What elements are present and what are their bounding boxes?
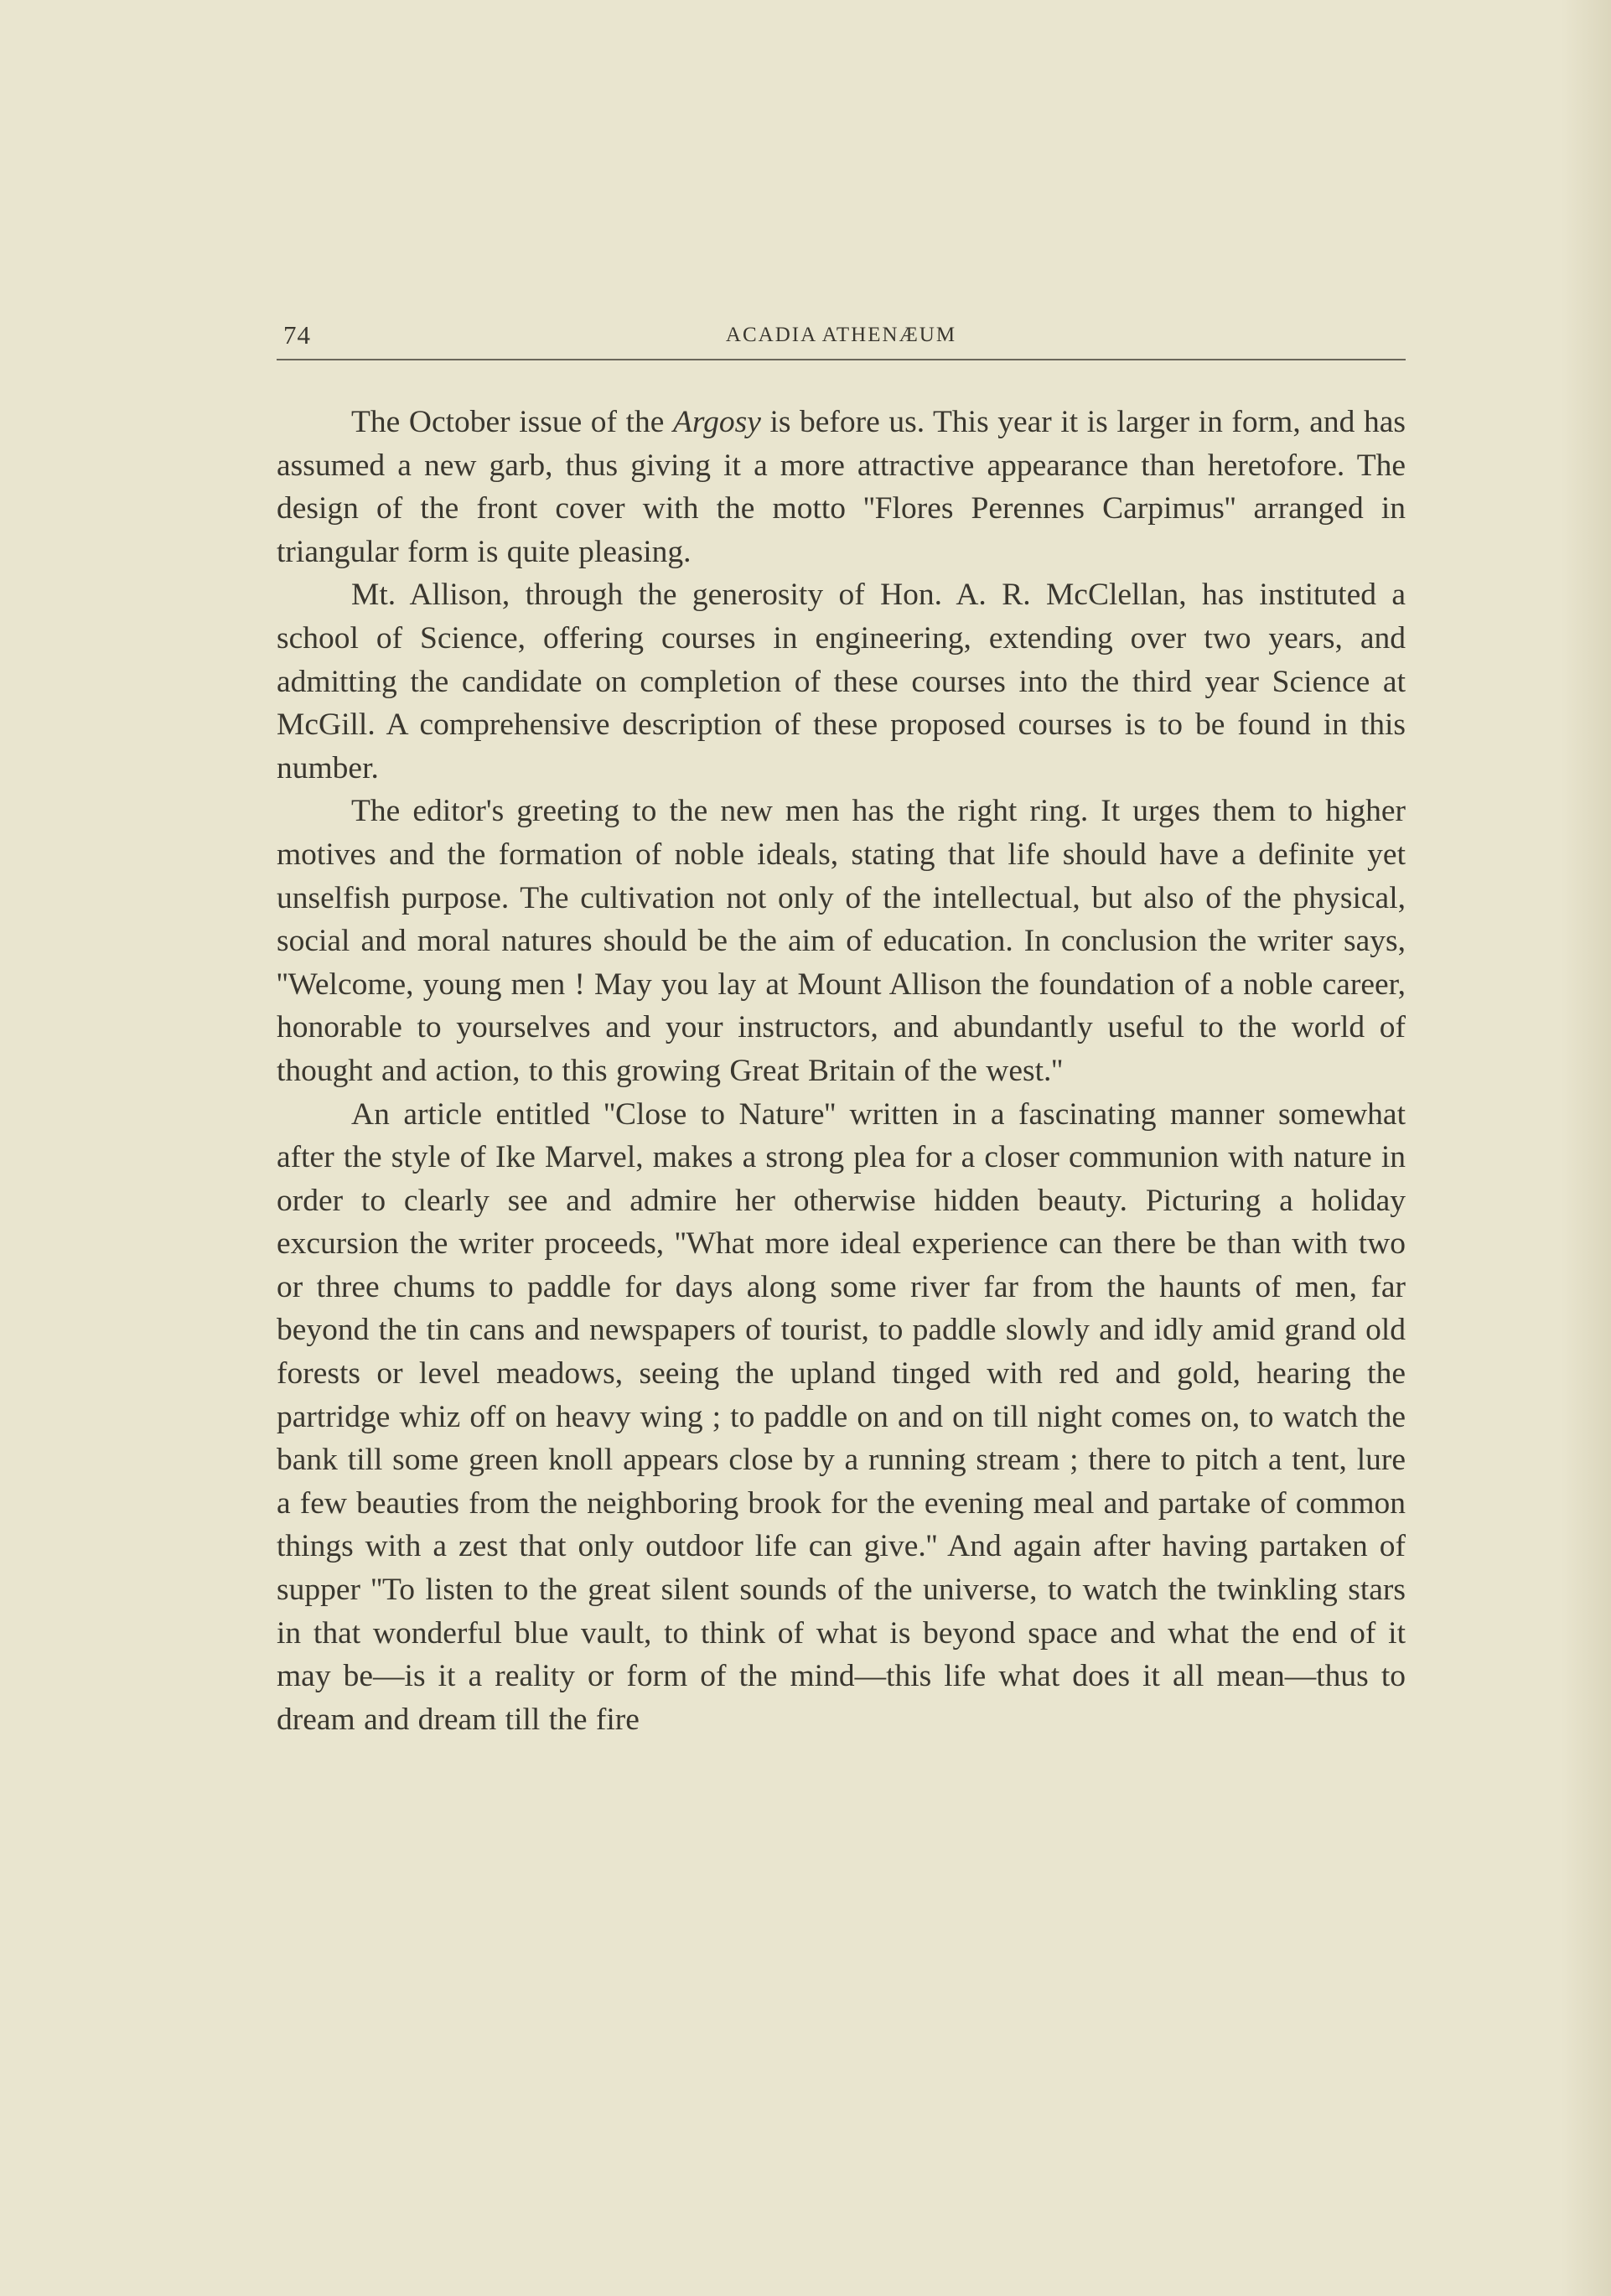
page-edge-shadow	[1561, 0, 1611, 2296]
body-text	[277, 401, 1406, 1741]
paragraph-text: is before us. This year it is larger in form, and has assumed a new garb, thus giving it a more attractive appearance than heretofore. The design of the front cover with the motto ''Flores Perennes Carpimus'' arranged in triangular form is quite pleasing.	[277, 405, 1406, 569]
header-rule	[277, 359, 1406, 360]
paragraph-close-to-nature: An article entitled ''Close to Nature'' written in a fascinating manner somewhat after the style of Ike Marvel, makes a strong plea for a closer communion with nature in order to clearly see and admire her otherwise hidden beauty. Picturing a holiday excursion the writer proceeds, ''What more ideal experience can there be than with two or three chums to paddle for days along some river far from the haunts of men, far beyond the tin cans and newspapers of tourist, to paddle slowly and idly amid grand old forests or level meadows, seeing the upland tinged with red and gold, hearing the partridge whiz off on heavy wing ; to paddle on and on till night comes on, to watch the bank till some green knoll appears close by a running stream ; there to pitch a tent, lure a few beauties from the neighboring brook for the evening meal and partake of common things with a zest that only outdoor life can give.'' And again after having partaken of supper ''To listen to the great silent sounds of the universe, to watch the twinkling stars in that wonderful blue vault, to think of what is beyond space and what the end of it may be—is it a reality or form of the mind—this life what does it all mean—thus to dream and dream till the fire	[277, 1096, 1406, 1737]
paragraph-text: The October issue of the	[351, 405, 674, 439]
page-number: 74	[283, 320, 311, 350]
periodical-title: Argosy	[673, 405, 761, 439]
paragraph-argosy	[277, 401, 1406, 573]
page-header	[277, 315, 1406, 362]
running-title: ACADIA ATHENÆUM	[725, 324, 957, 346]
paragraph-mt-allison: Mt. Allison, through the generosity of Hon. A. R. McClellan, has instituted a school of Science, offering courses in engineering, extending over two years, and admitting the candidate on completion of these courses into the third year Science at McGill. A comprehensive description of these proposed courses is to be found in this number.	[277, 578, 1406, 785]
paragraph-editors-greeting: The editor's greeting to the new men has the right ring. It urges them to higher motives and the formation of noble ideals, stating that life should have a definite yet unselfish purpose. The cultivation not only of the intellectual, but also of the physical, social and moral natures should be the aim of education. In conclusion the writer says, ''Welcome, young men ! May you lay at Mount Allison the foundation of a noble career, honorable to yourselves and your instructors, and abundantly useful to the world of thought and action, to this growing Great Britain of the west.''	[277, 794, 1406, 1088]
